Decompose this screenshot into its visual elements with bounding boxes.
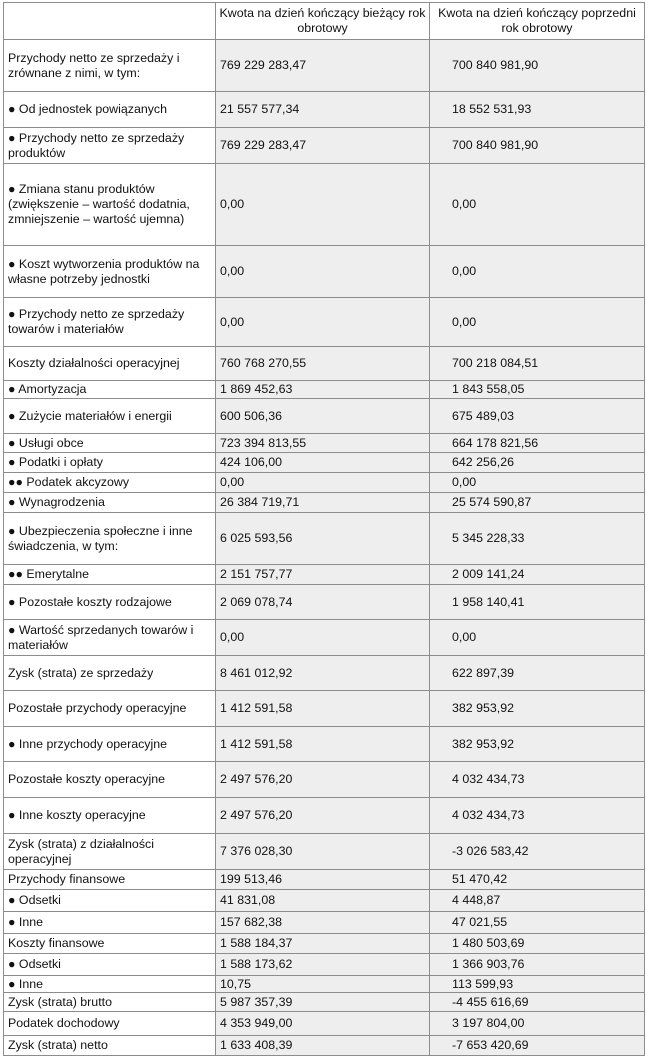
table-row: [4, 976, 645, 993]
table-row: [4, 434, 645, 453]
table-row: [4, 912, 645, 934]
current-year-value: 1 412 591,58: [216, 727, 430, 762]
row-label: ● Koszt wytworzenia produktów na własne potrzeby jednostki: [4, 246, 216, 298]
table-row: [4, 1036, 645, 1056]
current-year-value: 0,00: [216, 246, 430, 298]
row-label: Zysk (strata) ze sprzedaży: [4, 656, 216, 691]
header-current-year: Kwota na dzień kończący bieżący rok obrotowy: [216, 3, 430, 40]
current-year-value: 1 588 184,37: [216, 934, 430, 954]
current-year-value: 760 768 270,55: [216, 347, 430, 381]
header-label-column: [4, 3, 216, 40]
current-year-value: 10,75: [216, 976, 430, 993]
current-year-value: 1 412 591,58: [216, 691, 430, 727]
table-row: [4, 298, 645, 347]
previous-year-value: 0,00: [430, 164, 645, 246]
previous-year-value: 5 345 228,33: [430, 513, 645, 565]
current-year-value: 5 987 357,39: [216, 993, 430, 1012]
row-label: Przychody netto ze sprzedaży i zrównane z nimi, w tym:: [4, 40, 216, 92]
row-label: ● Podatki i opłaty: [4, 453, 216, 473]
row-label: Przychody finansowe: [4, 870, 216, 890]
financial-statement-table: [3, 2, 645, 1056]
previous-year-value: 1 366 903,76: [430, 954, 645, 976]
table-row: [4, 762, 645, 798]
current-year-value: 2 069 078,74: [216, 585, 430, 620]
current-year-value: 1 588 173,62: [216, 954, 430, 976]
table-row: [4, 493, 645, 513]
table-row: [4, 727, 645, 762]
table-row: [4, 40, 645, 92]
previous-year-value: 664 178 821,56: [430, 434, 645, 453]
row-label: ● Usługi obce: [4, 434, 216, 453]
previous-year-value: 4 032 434,73: [430, 762, 645, 798]
previous-year-value: 25 574 590,87: [430, 493, 645, 513]
table-row: [4, 246, 645, 298]
previous-year-value: 4 448,87: [430, 890, 645, 912]
current-year-value: 0,00: [216, 620, 430, 656]
row-label: ● Przychody netto ze sprzedaży towarów i materiałów: [4, 298, 216, 347]
row-label: Koszty finansowe: [4, 934, 216, 954]
current-year-value: 41 831,08: [216, 890, 430, 912]
previous-year-value: 1 958 140,41: [430, 585, 645, 620]
row-label: ● Przychody netto ze sprzedaży produktów: [4, 128, 216, 164]
previous-year-value: 0,00: [430, 298, 645, 347]
row-label: ● Inne koszty operacyjne: [4, 798, 216, 834]
row-label: Zysk (strata) z działalności operacyjnej: [4, 834, 216, 870]
current-year-value: 769 229 283,47: [216, 40, 430, 92]
table-row: [4, 1012, 645, 1036]
table-row: [4, 565, 645, 585]
current-year-value: 2 497 576,20: [216, 762, 430, 798]
previous-year-value: 2 009 141,24: [430, 565, 645, 585]
table-header-row: [4, 3, 645, 40]
previous-year-value: 0,00: [430, 473, 645, 493]
previous-year-value: 4 032 434,73: [430, 798, 645, 834]
table-row: [4, 834, 645, 870]
table-row: [4, 399, 645, 434]
table-row: [4, 473, 645, 493]
current-year-value: 600 506,36: [216, 399, 430, 434]
row-label: ● Pozostałe koszty rodzajowe: [4, 585, 216, 620]
row-label: Pozostałe koszty operacyjne: [4, 762, 216, 798]
previous-year-value: 113 599,93: [430, 976, 645, 993]
table-row: [4, 92, 645, 128]
row-label: Zysk (strata) brutto: [4, 993, 216, 1012]
row-label: ● Ubezpieczenia społeczne i inne świadczenia, w tym:: [4, 513, 216, 565]
current-year-value: 4 353 949,00: [216, 1012, 430, 1036]
row-label: ● Inne przychody operacyjne: [4, 727, 216, 762]
previous-year-value: 51 470,42: [430, 870, 645, 890]
table-row: [4, 164, 645, 246]
row-label: ● Zmiana stanu produktów (zwiększenie – wartość dodatnia, zmniejszenie – wartość ujemna): [4, 164, 216, 246]
row-label: Koszty działalności operacyjnej: [4, 347, 216, 381]
table-row: [4, 954, 645, 976]
table-row: [4, 993, 645, 1012]
previous-year-value: 622 897,39: [430, 656, 645, 691]
row-label: ● Od jednostek powiązanych: [4, 92, 216, 128]
current-year-value: 2 151 757,77: [216, 565, 430, 585]
current-year-value: 0,00: [216, 164, 430, 246]
table-row: [4, 691, 645, 727]
current-year-value: 26 384 719,71: [216, 493, 430, 513]
table-row: [4, 620, 645, 656]
current-year-value: 723 394 813,55: [216, 434, 430, 453]
table-row: [4, 798, 645, 834]
current-year-value: 157 682,38: [216, 912, 430, 934]
previous-year-value: 0,00: [430, 620, 645, 656]
table-row: [4, 381, 645, 399]
current-year-value: 8 461 012,92: [216, 656, 430, 691]
row-label: ● Inne: [4, 912, 216, 934]
previous-year-value: 675 489,03: [430, 399, 645, 434]
previous-year-value: 700 840 981,90: [430, 40, 645, 92]
table-row: [4, 585, 645, 620]
previous-year-value: 1 843 558,05: [430, 381, 645, 399]
row-label: ●● Podatek akcyzowy: [4, 473, 216, 493]
row-label: ● Wartość sprzedanych towarów i materiałów: [4, 620, 216, 656]
current-year-value: 769 229 283,47: [216, 128, 430, 164]
table-row: [4, 890, 645, 912]
current-year-value: 0,00: [216, 298, 430, 347]
previous-year-value: -7 653 420,69: [430, 1036, 645, 1056]
row-label: ● Wynagrodzenia: [4, 493, 216, 513]
previous-year-value: -4 455 616,69: [430, 993, 645, 1012]
table-row: [4, 347, 645, 381]
previous-year-value: -3 026 583,42: [430, 834, 645, 870]
current-year-value: 424 106,00: [216, 453, 430, 473]
row-label: ● Inne: [4, 976, 216, 993]
current-year-value: 1 633 408,39: [216, 1036, 430, 1056]
row-label: ● Zużycie materiałów i energii: [4, 399, 216, 434]
previous-year-value: 47 021,55: [430, 912, 645, 934]
current-year-value: 199 513,46: [216, 870, 430, 890]
row-label: Pozostałe przychody operacyjne: [4, 691, 216, 727]
row-label: ●● Emerytalne: [4, 565, 216, 585]
previous-year-value: 3 197 804,00: [430, 1012, 645, 1036]
current-year-value: 7 376 028,30: [216, 834, 430, 870]
table-row: [4, 656, 645, 691]
previous-year-value: 382 953,92: [430, 691, 645, 727]
table-row: [4, 934, 645, 954]
previous-year-value: 642 256,26: [430, 453, 645, 473]
previous-year-value: 1 480 503,69: [430, 934, 645, 954]
row-label: Zysk (strata) netto: [4, 1036, 216, 1056]
previous-year-value: 18 552 531,93: [430, 92, 645, 128]
row-label: ● Odsetki: [4, 890, 216, 912]
header-previous-year: Kwota na dzień kończący poprzedni rok obrotowy: [430, 3, 645, 40]
row-label: Podatek dochodowy: [4, 1012, 216, 1036]
row-label: ● Odsetki: [4, 954, 216, 976]
current-year-value: 2 497 576,20: [216, 798, 430, 834]
row-label: ● Amortyzacja: [4, 381, 216, 399]
table-row: [4, 870, 645, 890]
current-year-value: 0,00: [216, 473, 430, 493]
previous-year-value: 382 953,92: [430, 727, 645, 762]
table-row: [4, 513, 645, 565]
previous-year-value: 700 840 981,90: [430, 128, 645, 164]
previous-year-value: 700 218 084,51: [430, 347, 645, 381]
current-year-value: 21 557 577,34: [216, 92, 430, 128]
table-row: [4, 128, 645, 164]
previous-year-value: 0,00: [430, 246, 645, 298]
current-year-value: 6 025 593,56: [216, 513, 430, 565]
current-year-value: 1 869 452,63: [216, 381, 430, 399]
table-row: [4, 453, 645, 473]
